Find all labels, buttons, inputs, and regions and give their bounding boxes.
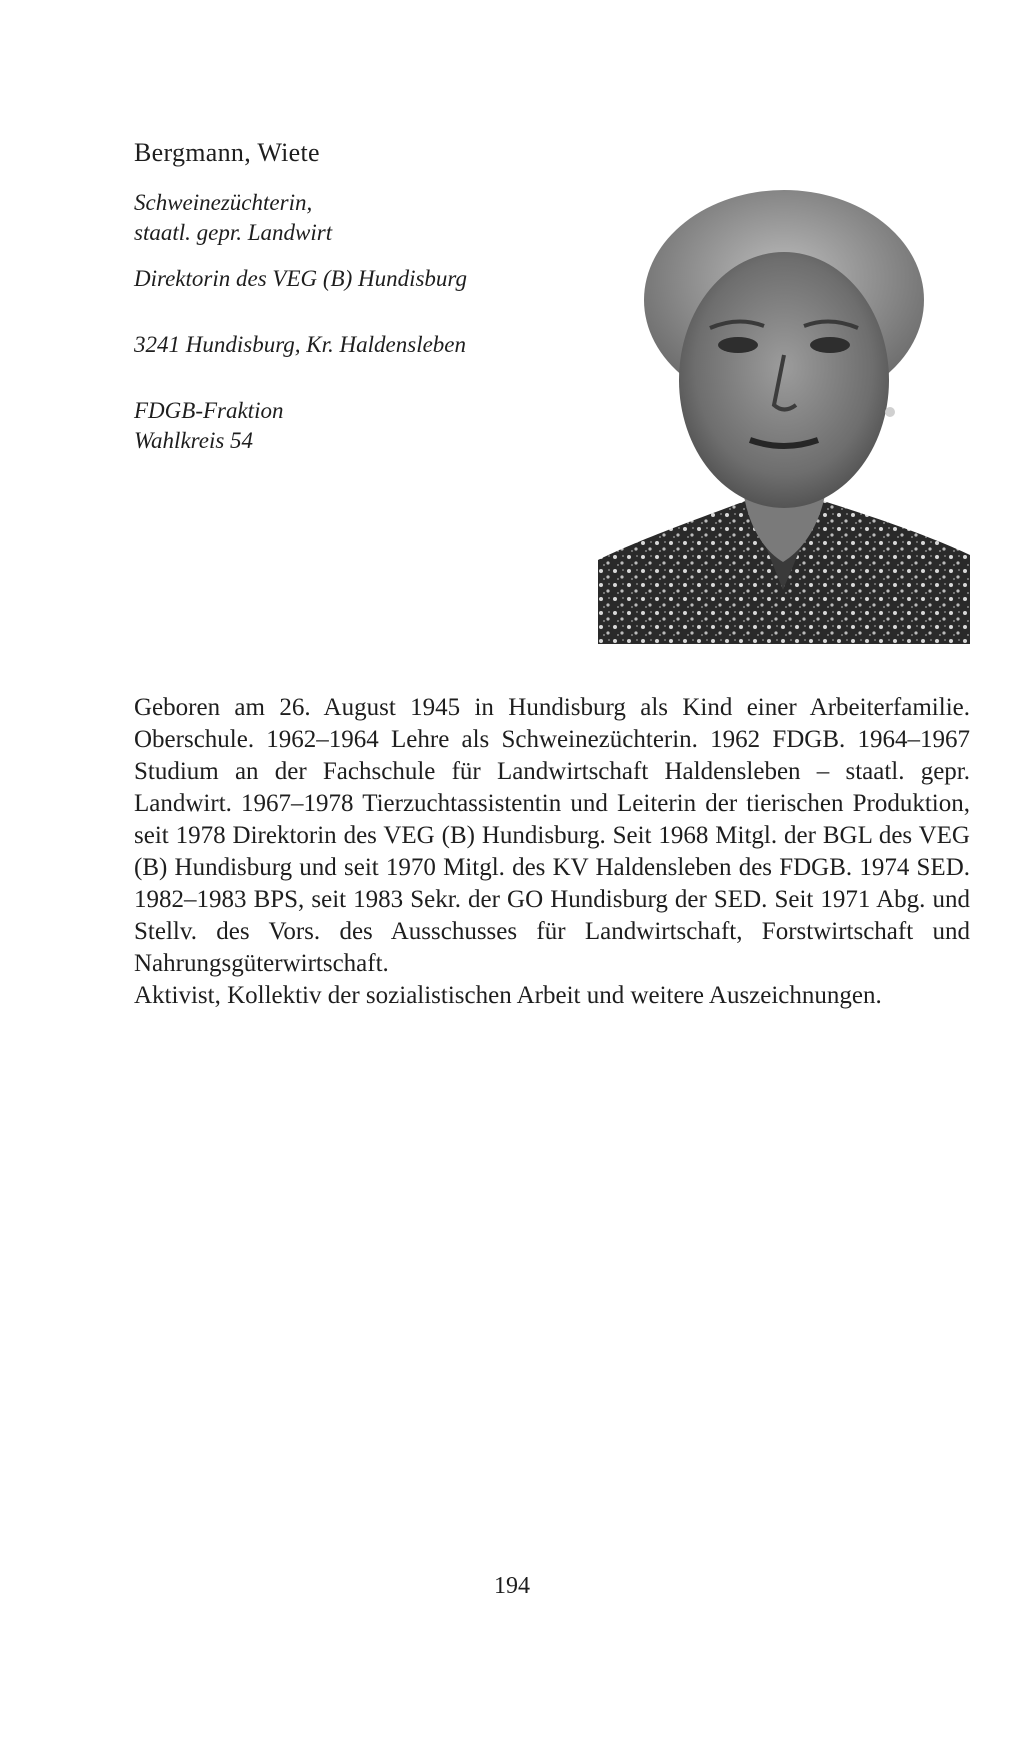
- faction-line: FDGB-Fraktion: [134, 398, 284, 423]
- entry-name: Bergmann, Wiete: [134, 138, 320, 167]
- address-line: [134, 330, 466, 360]
- address-text: 3241 Hundisburg, Kr. Haldensleben: [134, 332, 467, 357]
- faction-block: [134, 396, 283, 456]
- constituency-line: Wahlkreis 54: [134, 428, 254, 453]
- page-number: 194: [494, 1573, 530, 1599]
- awards-text: Aktivist, Kollektiv der sozialistischen Arbeit und weitere Auszeichnungen.: [134, 982, 882, 1009]
- portrait-photo: [598, 190, 970, 644]
- position-text: Direktorin des VEG (B) Hundisburg: [134, 266, 468, 291]
- profession-line: Schweinezüchterin,: [134, 190, 313, 215]
- biography: [134, 692, 970, 1012]
- position-line: [134, 264, 467, 294]
- profession-block: [134, 188, 332, 248]
- profession-line: staatl. gepr. Landwirt: [134, 220, 333, 245]
- biography-text: Geboren am 26. August 1945 in Hundisburg als Kind einer Arbeiterfamilie. Oberschule. 1962–1964 Lehre als Schweinezüchterin. 1962 FDGB. 1964–1967 Studium an der Fachschule für Landwirtschaft Haldensleben – staatl. gepr. Landwirt. 1967–1978 Tierzuchtassistentin und Leiterin der tierischen Produktion, seit 1978 Direktorin des VEG (B) Hundisburg. Seit 1968 Mitgl. der BGL des VEG (B) Hundisburg und seit 1970 Mitgl. des KV Haldensleben des FDGB. 1974 SED. 1982–1983 BPS, seit 1983 Sekr. der GO Hundisburg der SED. Seit 1971 Abg. und Stellv. des Vors. des Ausschusses für Landwirtschaft, Forstwirtschaft und Nahrungsgüterwirtschaft.: [134, 694, 970, 977]
